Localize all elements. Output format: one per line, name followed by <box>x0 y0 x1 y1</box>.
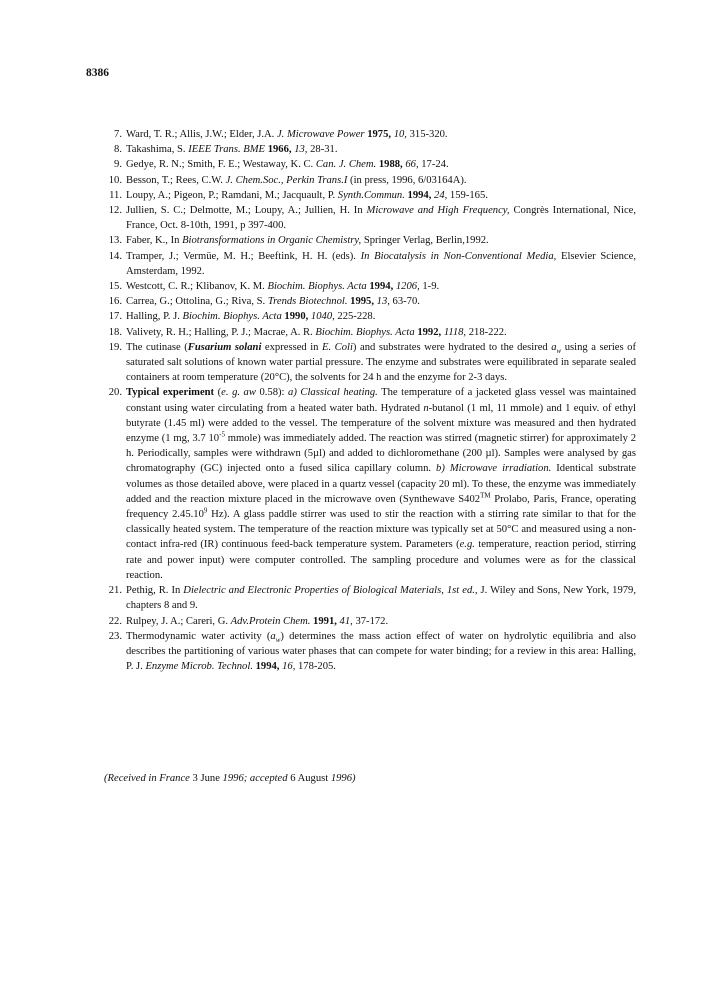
reference-text: 1-9. <box>419 281 440 293</box>
reference-text: 1994, <box>255 661 280 673</box>
reference-text: 1990, <box>284 311 309 323</box>
reference-text: Westcott, C. R.; Klibanov, K. M. <box>126 281 268 293</box>
reference-number: 8. <box>114 144 122 156</box>
reference-text: e.g. <box>459 539 475 551</box>
reference-number: 9. <box>114 159 122 171</box>
reference-number: 21. <box>108 585 122 597</box>
reference-text: Microwave and High Frequency, <box>366 205 510 217</box>
reference-text: 1040, <box>310 311 335 323</box>
reference-text: 218-222. <box>466 326 507 338</box>
reference-text: a) Classical heating. <box>288 387 378 399</box>
reference-text: J. Microwave Power <box>276 129 365 140</box>
reference-text: Valivety, R. H.; Halling, P. J.; Macrae, A. R. <box>126 326 316 338</box>
reference-number: 23. <box>108 630 122 642</box>
reference-text: 66, <box>405 159 419 171</box>
reference-text: n <box>423 402 429 414</box>
reference-text: 0.58): <box>255 387 289 399</box>
reference-text: Faber, K., In <box>126 235 183 247</box>
reference-text: 13, <box>376 296 390 308</box>
reference-text: 1118, <box>443 326 467 338</box>
received-date: 3 June <box>192 773 220 784</box>
reference-text: IEEE Trans. BME <box>188 144 266 156</box>
reference-text: 16, <box>282 661 296 673</box>
reference-number: 11. <box>109 189 122 201</box>
reference-item <box>104 157 636 172</box>
reference-text: Dielectric and Electronic Properties of Biological Materials, 1st ed., <box>183 585 478 597</box>
reference-text: expressed in <box>261 341 323 353</box>
reference-text: Ward, T. R.; Allis, J.W.; Elder, J.A. <box>126 129 277 140</box>
reference-number: 13. <box>108 235 122 247</box>
reference-item <box>104 294 636 309</box>
reference-text: 315-320. <box>406 129 448 140</box>
reference-item <box>104 583 636 613</box>
reference-text: 1992, <box>417 326 442 338</box>
reference-text: 13, <box>294 144 308 156</box>
reference-text: J. Wiley and Sons, New York, 1979, chapters 8 and 9. <box>126 585 636 612</box>
reference-item <box>104 127 636 142</box>
reference-text: 1975, <box>367 129 392 140</box>
reference-number: 14. <box>108 250 122 262</box>
reference-text: a <box>270 630 276 642</box>
reference-text: Synth.Commun. <box>337 189 405 201</box>
reference-text: 24, <box>434 189 448 201</box>
reference-text: b) Microwave irradiation. <box>436 463 552 475</box>
reference-number: 19. <box>108 341 122 353</box>
reference-item <box>104 614 636 629</box>
reference-text: 178-205. <box>295 661 336 673</box>
reference-text: 1994, <box>369 281 394 293</box>
reference-item <box>104 385 636 583</box>
reference-number: 22. <box>108 615 122 627</box>
reference-text: Carrea, G.; Ottolina, G.; Riva, S. <box>126 296 268 308</box>
reference-text: 63-70. <box>389 296 420 308</box>
reference-text: using a series of saturated salt solutions of known water partial pressure. The enzyme and substrates were equilibrated in separate sealed containers at room temperature (20°C), the solvents for 24 h and the enzyme for 2-3 days. <box>126 341 636 384</box>
reference-number: 17. <box>108 311 122 323</box>
reference-text: mmole) was immediately added. The reaction was stirred (magnetic stirrer) for approximately 2 h. Periodically, samples were withdrawn (5µl) and added to dichloromethane (200 µl). Samples were analysed by gas chromatography (GC) injected onto a fused silica capillary column. <box>126 433 636 475</box>
reference-number: 10. <box>108 174 122 186</box>
reference-text: w <box>275 635 281 644</box>
page-number: 8386 <box>86 67 109 79</box>
reference-item <box>104 233 636 248</box>
received-note <box>104 771 356 786</box>
reference-text: In Biocatalysis in Non-Conventional Media, <box>360 250 557 262</box>
received-text-1: (Received in France <box>104 773 193 784</box>
reference-item <box>104 188 636 203</box>
reference-item <box>104 279 636 294</box>
reference-item <box>104 142 636 157</box>
reference-text: Besson, T.; Rees, C.W. <box>126 174 226 186</box>
reference-text: 1991, <box>313 615 337 627</box>
reference-text: 9 <box>203 506 208 515</box>
reference-text: Can. J. Chem. <box>315 159 377 171</box>
accepted-date: 6 August <box>290 773 329 784</box>
reference-text: Pethig, R. In <box>126 585 184 597</box>
reference-number: 7. <box>114 129 122 140</box>
reference-text: Tramper, J.; Vermüe, M. H.; Beeftink, H. H. (eds). <box>126 250 361 262</box>
reference-text: Congrès International, Nice, France, Oct. 8-10th, 1991, p 397-400. <box>126 205 637 232</box>
reference-item <box>104 325 636 340</box>
reference-text: Thermodynamic water activity ( <box>126 630 271 642</box>
reference-number: 20. <box>108 387 122 399</box>
reference-text: The temperature of a jacketed glass vessel was maintained constant using water circulating from a heated water bath. Hydrated <box>126 387 637 414</box>
reference-text: 17-24. <box>418 159 449 171</box>
reference-text: Loupy, A.; Pigeon, P.; Ramdani, M.; Jacquault, P. <box>126 189 338 201</box>
reference-text: Biochim. Biophys. Acta <box>267 281 367 293</box>
reference-item <box>104 203 636 233</box>
reference-text: temperature, reaction period, stirring rate and power input) were computer controlled. The sampling procedure and volumes were as for the classical reaction. <box>126 539 636 581</box>
reference-text: w <box>556 346 562 355</box>
reference-text: 1988, <box>378 159 403 171</box>
reference-item <box>104 309 636 324</box>
reference-text: TM <box>480 491 491 500</box>
reference-text: 1994, <box>407 189 432 201</box>
reference-text: 1966, <box>267 144 292 156</box>
reference-number: 15. <box>108 281 122 293</box>
reference-text: ) and substrates were hydrated to the desired <box>352 341 552 353</box>
reference-text: The cutinase ( <box>126 341 188 353</box>
reference-text: Takashima, S. <box>126 144 189 156</box>
reference-text: Jullien, S. C.; Delmotte, M.; Loupy, A.; Jullien, H. In <box>126 205 367 217</box>
received-text-2: 1996; accepted <box>219 773 291 784</box>
reference-text: 10, <box>393 129 407 140</box>
reference-text: a <box>551 341 557 353</box>
reference-text: 37-172. <box>352 615 389 627</box>
reference-item <box>104 629 636 675</box>
reference-text: 159-165. <box>447 189 488 201</box>
reference-text: Trends Biotechnol. <box>267 296 348 308</box>
reference-text: Biochim. Biophys. Acta <box>182 311 282 323</box>
reference-text: Fusarium solani <box>187 341 262 353</box>
reference-text: 28-31. <box>307 144 338 156</box>
reference-text: Hz). A glass paddle stirrer was used to stir the reaction with a stirring rate similar to that for the classically heated system. The temperature of the reaction mixture was typically set at 50°C and measured using a non-contact infra-red (IR) continuous feed-back temperature system. Parameters ( <box>126 509 637 551</box>
reference-text: 41, <box>339 615 353 627</box>
reference-item <box>104 173 636 188</box>
reference-text: Enzyme Microb. Technol. <box>145 661 253 673</box>
reference-text: Adv.Protein Chem. <box>230 615 311 627</box>
reference-text: Elsevier Science, Amsterdam, 1992. <box>126 250 636 277</box>
reference-text: Gedye, R. N.; Smith, F. E.; Westaway, K. C. <box>126 159 316 171</box>
reference-text: Rulpey, J. A.; Careri, G. <box>126 615 231 627</box>
reference-text: (in press, 1996, 6/03164A). <box>347 174 467 186</box>
reference-text: J. Chem.Soc., Perkin Trans.I <box>225 174 348 186</box>
reference-text: e. g. aw <box>221 387 256 399</box>
reference-text: Springer Verlag, Berlin,1992. <box>361 235 489 247</box>
reference-item <box>104 340 636 386</box>
reference-text: 1206, <box>395 281 420 293</box>
reference-text: -5 <box>219 430 225 439</box>
reference-text: ( <box>214 387 222 399</box>
reference-list <box>104 127 636 674</box>
received-text-3: 1996) <box>328 773 356 784</box>
reference-text: 225-228. <box>334 311 376 323</box>
reference-text: ) determines the mass action effect of water on hydrolytic equilibria and also describes the partitioning of various water phases that can compete for water binding; for a review in this area: Halling, P. J. <box>126 630 636 673</box>
reference-text: Identical substrate volumes as those detailed above, were placed in a quartz vessel (capacity 20 ml). To these, the enzyme was immediately added and the reaction mixture placed in the microwave oven (Synthewave S402 <box>126 463 636 505</box>
reference-number: 16. <box>108 296 122 308</box>
reference-text: -butanol (1 ml, 11 mmole) and 1 equiv. of ethyl butyrate (1.45 ml) were added to the vessel. The temperature of the solvent mixture was measured and then hydrated enzyme (1 mg, 3.7 10 <box>126 402 636 445</box>
reference-text: Biochim. Biophys. Acta <box>315 326 415 338</box>
reference-text: 1995, <box>350 296 374 308</box>
reference-number: 12. <box>108 205 122 217</box>
reference-text: Biotransformations in Organic Chemistry, <box>182 235 362 247</box>
reference-text: Typical experiment <box>126 387 215 399</box>
reference-item <box>104 249 636 279</box>
reference-number: 18. <box>108 326 122 338</box>
reference-text: Prolabo, Paris, France, operating frequency 2.45.10 <box>126 493 636 521</box>
reference-text: E. Coli <box>322 341 353 353</box>
reference-text: Halling, P. J. <box>126 311 183 323</box>
